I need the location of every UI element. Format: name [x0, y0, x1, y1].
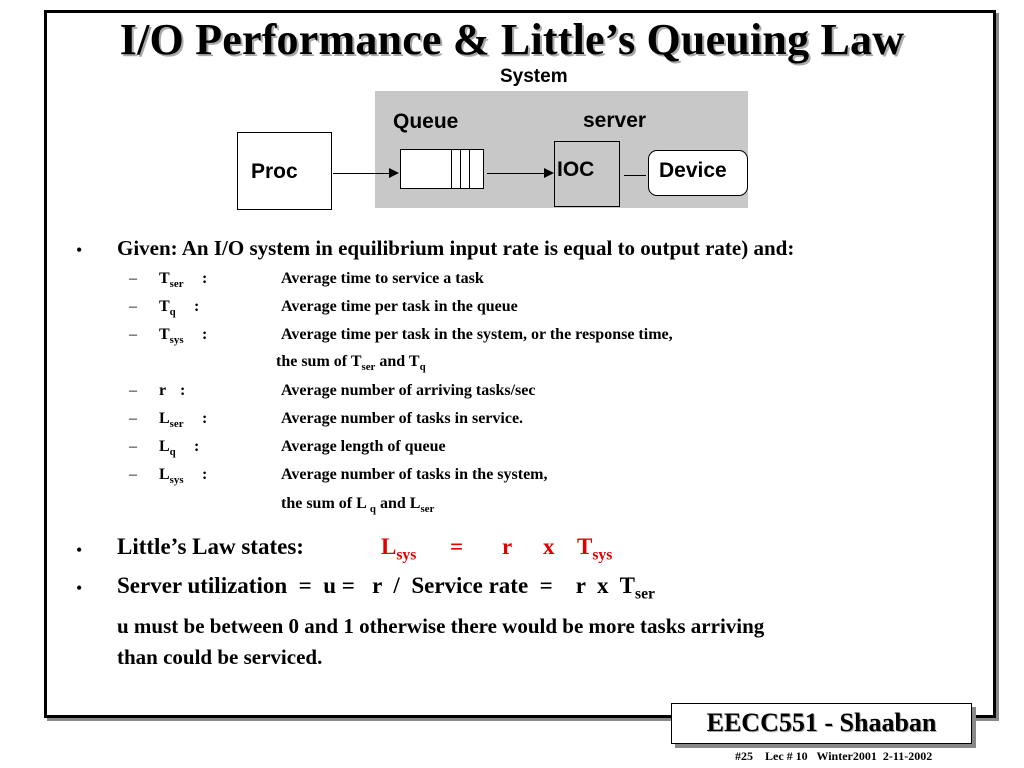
ioc-label: IOC — [557, 158, 595, 181]
slide-footnote: #25 Lec # 10 Winter2001 2-11-2002 — [735, 749, 933, 763]
definition: Average number of tasks in service. — [281, 410, 524, 427]
dash: – — [129, 466, 137, 483]
utilization-note-line2: than could be serviced. — [117, 645, 323, 669]
queue-to-ioc-line — [487, 173, 544, 174]
dash: – — [129, 438, 137, 455]
definition: Average number of arriving tasks/sec — [281, 382, 536, 399]
utilization-formula: Server utilization = u = r / Service rate = r x $T_{ser}$ — [117, 573, 655, 603]
bullet: • — [76, 578, 83, 598]
dash: – — [129, 382, 137, 399]
symbol: $L_q$ — [159, 438, 176, 458]
colon: : — [202, 326, 208, 343]
server-label: server — [583, 109, 647, 132]
proc-box — [237, 132, 332, 210]
symbol: $L_{sys}$ — [159, 466, 184, 486]
proc-to-queue-line — [333, 173, 389, 174]
utilization-note-line1: u must be between 0 and 1 otherwise there would be more tasks arriving — [117, 614, 765, 638]
symbol: r — [159, 382, 167, 399]
ioc-box — [554, 141, 620, 207]
course-badge — [671, 703, 972, 744]
ioc-to-device-line — [624, 175, 646, 176]
bullet: • — [76, 240, 83, 260]
littles-law-T: $T_{sys}$ — [577, 534, 613, 564]
symbol: $T_{sys}$ — [159, 326, 184, 346]
colon: : — [202, 410, 208, 427]
definition: Average length of queue — [281, 438, 446, 455]
course-badge-label: EECC551 - Shaaban — [706, 708, 937, 737]
proc-label: Proc — [251, 160, 298, 183]
symbol: $T_{ser}$ — [159, 270, 184, 290]
symbol: $L_{ser}$ — [159, 410, 184, 430]
lsys-continuation: the sum of L $_q$ and $L_{ser}$ — [281, 495, 435, 515]
littles-law-r: r — [502, 534, 513, 559]
queue-box — [400, 149, 484, 189]
tsys-continuation: the sum of $T_{ser}$ and $T_q$ — [276, 353, 426, 373]
proc-to-queue-arrowhead — [389, 168, 399, 178]
queue-to-ioc-arrowhead — [544, 168, 554, 178]
system-label: System — [500, 66, 568, 87]
queue-slot-divider — [451, 150, 452, 188]
symbol: $T_q$ — [159, 298, 176, 318]
device-box — [648, 150, 748, 196]
device-label: Device — [659, 159, 727, 182]
slide-title: I/O Performance & Little’s Queuing Law — [119, 15, 905, 64]
colon: : — [202, 466, 208, 483]
definition: Average time per task in the system, or the response time, — [281, 326, 673, 343]
littles-law-equals: = — [450, 534, 464, 559]
queue-slot-divider — [460, 150, 461, 188]
definition: Average number of tasks in the system, — [281, 466, 548, 483]
littles-law-L: $L_{sys}$ — [381, 534, 417, 564]
definition: Average time to service a task — [281, 270, 484, 287]
colon: : — [202, 270, 208, 287]
queue-slot-divider — [469, 150, 470, 188]
littles-law-x: x — [543, 534, 555, 559]
colon: : — [194, 298, 200, 315]
colon: : — [180, 382, 186, 399]
dash: – — [129, 410, 137, 427]
bullet: • — [76, 540, 83, 560]
colon: : — [194, 438, 200, 455]
dash: – — [129, 298, 137, 315]
definition: Average time per task in the queue — [281, 298, 518, 315]
given-text: Given: An I/O system in equilibrium input rate is equal to output rate) and: — [117, 236, 795, 260]
littles-law-label: Little’s Law states: — [117, 534, 304, 559]
queue-label: Queue — [393, 110, 459, 133]
dash: – — [129, 270, 137, 287]
dash: – — [129, 326, 137, 343]
